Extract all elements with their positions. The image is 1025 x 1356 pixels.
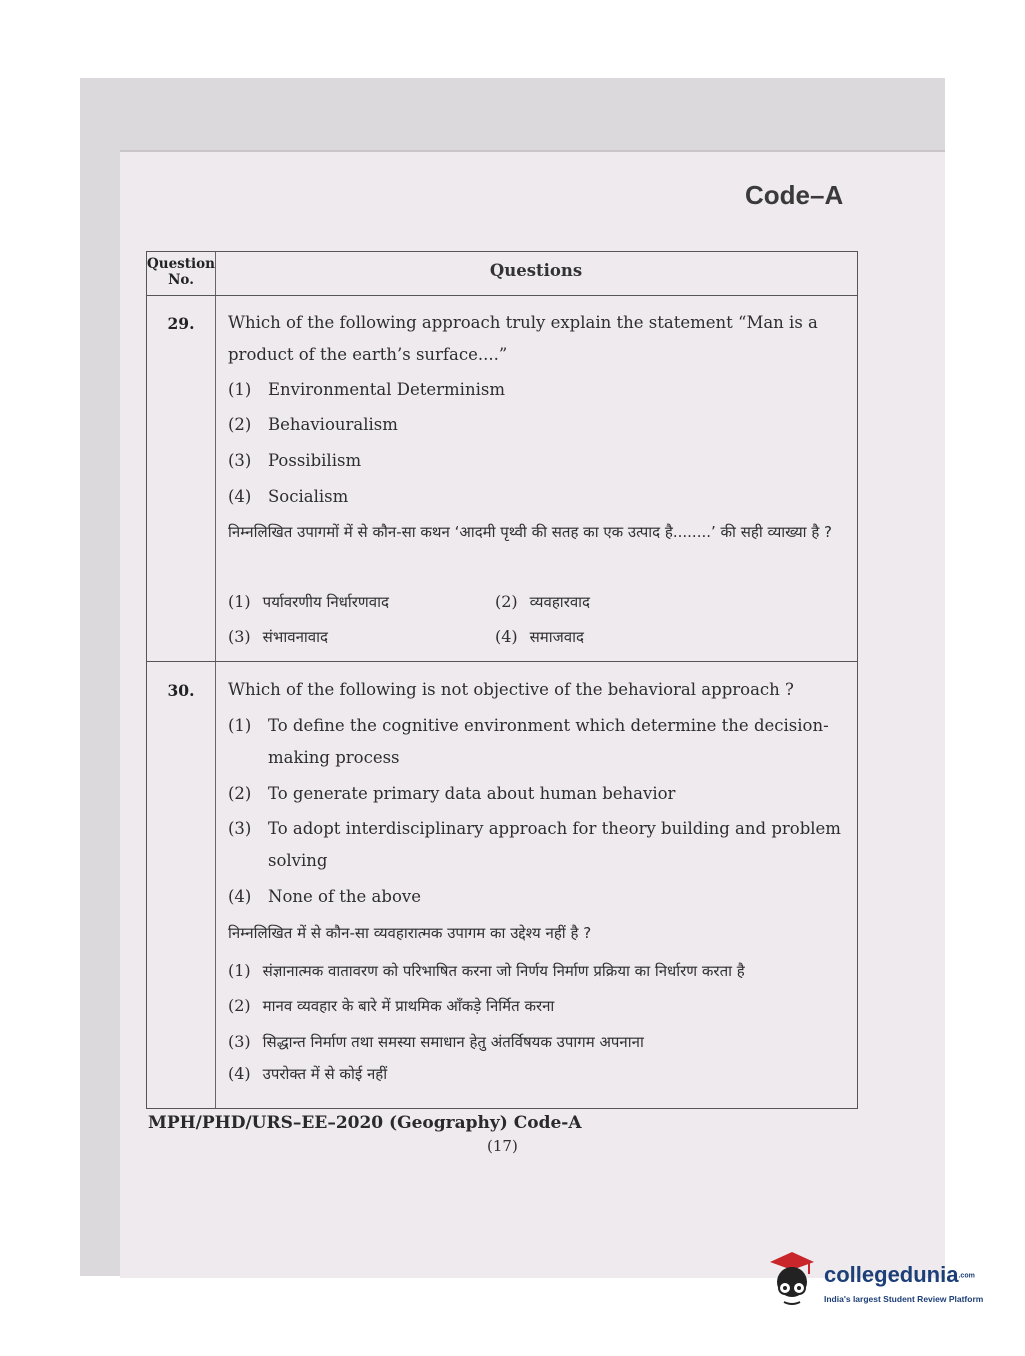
- question-29-text-en: Which of the following approach truly explain the statement “Man is a product of the earth’s surface....”: [228, 313, 818, 364]
- q30-hi-option-1: (1) संज्ञानात्मक वातावरण को परिभाषित करना जो निर्णय निर्माण प्रक्रिया का निर्धारण करता है: [228, 961, 745, 980]
- q30-option-4: (4) None of the above: [228, 887, 421, 906]
- q30-option-2: (2) To generate primary data about human behavior: [228, 784, 676, 803]
- question-29-text-hi: निम्नलिखित उपागमों में से कौन-सा कथन ‘आदमी पृथ्वी की सतह का एक उत्पाद है........’ की सही व्याख्या है ?: [228, 523, 833, 541]
- logo-tagline: India's largest Student Review Platform: [824, 1294, 984, 1304]
- column-divider: [215, 252, 216, 1108]
- q30-hi-option-3: (3) सिद्धान्त निर्माण तथा समस्या समाधान हेतु अंतर्विषयक उपागम अपनाना: [228, 1032, 644, 1051]
- q30-option-1: (1) To define the cognitive environment which determine the decision-making process: [228, 716, 829, 767]
- q29-hi-option-3: (3) संभावनावाद: [228, 627, 328, 646]
- table-header: [147, 252, 857, 296]
- question-30-text-hi: निम्नलिखित में से कौन-सा व्यवहारात्मक उपागम का उद्देश्य नहीं है ?: [228, 924, 592, 942]
- question-table: [146, 251, 858, 1109]
- q29-option-3: (3) Possibilism: [228, 451, 362, 470]
- page-number: (17): [487, 1137, 518, 1155]
- question-30-text-en: Which of the following is not objective of the behavioral approach ?: [228, 680, 794, 699]
- mascot-icon: [762, 1248, 820, 1312]
- question-number-30: 30.: [167, 681, 195, 700]
- row-separator: [147, 661, 857, 662]
- q29-option-1: (1) Environmental Determinism: [228, 380, 505, 399]
- q29-hi-option-2: (2) व्यवहारवाद: [495, 592, 591, 611]
- header-questions: Questions: [489, 261, 583, 280]
- q29-option-2: (2) Behaviouralism: [228, 415, 398, 434]
- page-code: Code–A: [745, 180, 844, 210]
- q29-option-4: (4) Socialism: [228, 487, 349, 506]
- collegedunia-logo[interactable]: collegedunia.com India's largest Student Review Platform: [762, 1248, 1002, 1318]
- header-question-no: Question No.: [147, 256, 215, 288]
- q30-hi-option-2: (2) मानव व्यवहार के बारे में प्राथमिक आँकड़े निर्मित करना: [228, 996, 555, 1015]
- q30-hi-option-4: (4) उपरोक्त में से कोई नहीं: [228, 1064, 388, 1083]
- q29-hi-option-4: (4) समाजवाद: [495, 627, 584, 646]
- q29-hi-option-1: (1) पर्यावरणीय निर्धारणवाद: [228, 592, 389, 611]
- q30-option-3: (3) To adopt interdisciplinary approach for theory building and problem solving: [228, 819, 841, 870]
- question-number-29: 29.: [167, 314, 195, 333]
- exam-footer: MPH/PHD/URS–EE–2020 (Geography) Code-A: [148, 1113, 582, 1133]
